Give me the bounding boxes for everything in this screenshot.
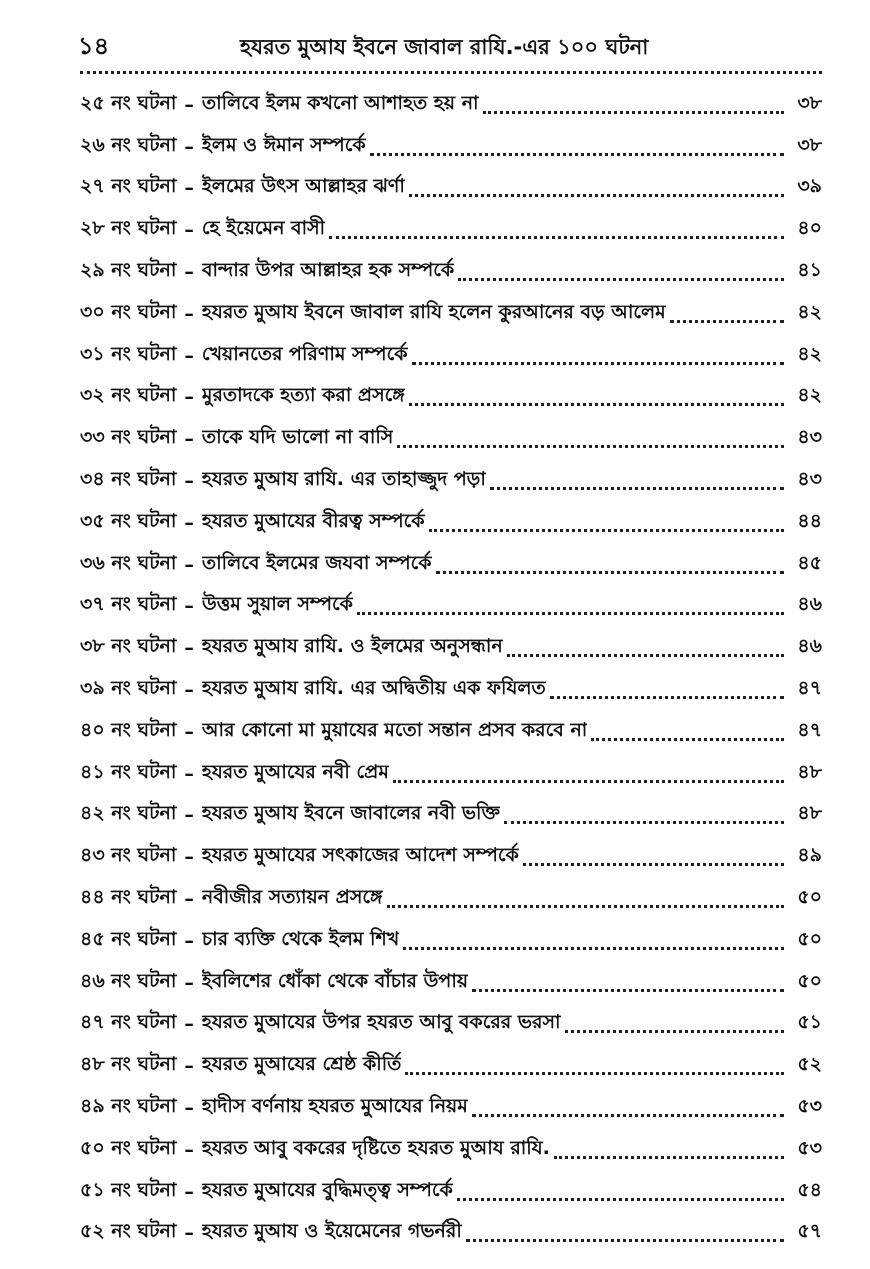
toc-entry bbox=[80, 1004, 822, 1046]
entry-dash: – bbox=[184, 846, 194, 869]
entry-title: হযরত আবু বকরের দৃষ্টিতে হযরত মুআয রাযি. bbox=[201, 1136, 550, 1159]
toc-entry bbox=[80, 251, 822, 293]
entry-dash: – bbox=[184, 929, 194, 952]
toc-entry bbox=[80, 962, 822, 1004]
dot-leader bbox=[466, 1239, 784, 1242]
toc-entry bbox=[80, 795, 822, 837]
entry-title: মুরতাদকে হত্যা করা প্রসঙ্গে bbox=[201, 384, 405, 407]
entry-page: ৪৭ bbox=[797, 677, 822, 700]
dot-leader bbox=[472, 989, 784, 992]
dot-leader bbox=[458, 278, 784, 281]
entry-title: আর কোনো মা মুয়াযের মতো সন্তান প্রসব করবে না bbox=[201, 718, 588, 741]
entry-page: ৪৬ bbox=[797, 593, 822, 616]
dot-leader bbox=[591, 738, 784, 741]
entry-title: ইলম ও ঈমান সম্পর্কে bbox=[201, 133, 366, 156]
toc-entry bbox=[80, 126, 822, 168]
entry-title: হযরত মুআয রাযি. ও ইলমের অনুসন্ধান bbox=[201, 635, 503, 658]
entry-title: হযরত মুআযের বুদ্ধিমত্ত্ব সম্পর্কে bbox=[201, 1178, 453, 1201]
dot-leader bbox=[409, 194, 784, 197]
entry-page: ৪৬ bbox=[797, 635, 822, 658]
toc-entry bbox=[80, 502, 822, 544]
entry-number: ৩৬ নং ঘটনা bbox=[80, 551, 177, 574]
entry-page: ৫৩ bbox=[797, 1136, 822, 1159]
entry-dash: – bbox=[184, 679, 194, 702]
entry-number: ৪৬ নং ঘটনা bbox=[80, 969, 177, 992]
dot-leader bbox=[504, 821, 784, 824]
entry-number: ৩১ নং ঘটনা bbox=[80, 342, 177, 365]
entry-dash: – bbox=[184, 1055, 194, 1078]
entry-title: খেয়ানতের পরিণাম সম্পর্কে bbox=[201, 342, 408, 365]
entry-dash: – bbox=[184, 1138, 194, 1161]
entry-number: ৪৮ নং ঘটনা bbox=[80, 1053, 177, 1076]
header-dotted-rule bbox=[80, 71, 822, 74]
toc-entry bbox=[80, 1087, 822, 1129]
entry-title: হযরত মুআযের নবী প্রেম bbox=[201, 760, 389, 783]
entry-page: ৫৪ bbox=[797, 1178, 822, 1201]
entry-title: ইবলিশের ধোঁকা থেকে বাঁচার উপায় bbox=[201, 969, 469, 992]
toc-entry bbox=[80, 418, 822, 460]
entry-number: ৫১ নং ঘটনা bbox=[80, 1178, 177, 1201]
dot-leader bbox=[329, 236, 784, 239]
entry-title: হযরত মুআযের বীরত্ব সম্পর্কে bbox=[201, 509, 425, 532]
entry-number: ৩২ নং ঘটনা bbox=[80, 384, 177, 407]
entry-dash: – bbox=[184, 219, 194, 242]
entry-title: হযরত মুআয রাযি. এর তাহাজ্জুদ পড়া bbox=[201, 468, 486, 491]
entry-number: ৩৩ নং ঘটনা bbox=[80, 426, 177, 449]
entry-page: ৪৭ bbox=[797, 718, 822, 741]
entry-number: ৩০ নং ঘটনা bbox=[80, 300, 177, 323]
entry-title: উত্তম সুয়াল সম্পর্কে bbox=[201, 593, 353, 616]
toc-entry bbox=[80, 1171, 822, 1213]
entry-number: ৪৩ নং ঘটনা bbox=[80, 844, 177, 867]
entry-title: বান্দার উপর আল্লাহর হক সম্পর্কে bbox=[201, 259, 455, 282]
entry-page: ৫৩ bbox=[797, 1095, 822, 1118]
dot-leader bbox=[429, 529, 784, 532]
entry-number: ২৬ নং ঘটনা bbox=[80, 133, 177, 156]
running-title: হযরত মুআয ইবনে জাবাল রাযি.-এর ১০০ ঘটনা bbox=[240, 35, 649, 59]
toc-entry bbox=[80, 627, 822, 669]
entry-page: ৪৩ bbox=[797, 468, 822, 491]
page-header bbox=[78, 28, 822, 68]
entry-dash: – bbox=[184, 386, 194, 409]
entry-page: ৫১ bbox=[797, 1011, 822, 1034]
toc-entry bbox=[80, 544, 822, 586]
entry-page: ৪৫ bbox=[797, 551, 822, 574]
entry-title: তালিবে ইলমের জযবা সম্পর্কে bbox=[201, 551, 432, 574]
entry-page: ৫০ bbox=[797, 886, 822, 909]
entry-page: ৫০ bbox=[797, 927, 822, 950]
dot-leader bbox=[472, 1114, 784, 1117]
entry-number: ৩৯ নং ঘটনা bbox=[80, 677, 177, 700]
entry-dash: – bbox=[184, 1222, 194, 1245]
entry-dash: – bbox=[184, 1097, 194, 1120]
entry-dash: – bbox=[184, 302, 194, 325]
entry-number: ৩৮ নং ঘটনা bbox=[80, 635, 177, 658]
dot-leader bbox=[403, 947, 784, 950]
entry-number: ৫২ নং ঘটনা bbox=[80, 1220, 177, 1243]
entry-dash: – bbox=[184, 637, 194, 660]
entry-title: হযরত মুআয রাযি. এর অদ্বিতীয় এক ফযিলত bbox=[201, 677, 546, 700]
entry-number: ৩৫ নং ঘটনা bbox=[80, 509, 177, 532]
toc-entry bbox=[80, 711, 822, 753]
toc-entry bbox=[80, 1045, 822, 1087]
entry-page: ৪৮ bbox=[797, 802, 822, 825]
entry-dash: – bbox=[184, 971, 194, 994]
entry-number: ৩৪ নং ঘটনা bbox=[80, 468, 177, 491]
entry-page: ৩৯ bbox=[797, 175, 822, 198]
entry-title: ইলমের উৎস আল্লাহর ঝর্ণা bbox=[201, 175, 405, 198]
entry-number: ৪৭ নং ঘটনা bbox=[80, 1011, 177, 1034]
dot-leader bbox=[393, 780, 784, 783]
entry-page: ৪৪ bbox=[797, 509, 822, 532]
entry-number: ৪৯ নং ঘটনা bbox=[80, 1095, 177, 1118]
entry-dash: – bbox=[184, 720, 194, 743]
entry-page: ৩৮ bbox=[797, 133, 822, 156]
entry-number: ৪০ নং ঘটনা bbox=[80, 718, 177, 741]
entry-title: তাকে যদি ভালো না বাসি bbox=[201, 426, 394, 449]
entry-page: ৪৯ bbox=[797, 844, 822, 867]
entry-number: ২৮ নং ঘটনা bbox=[80, 217, 177, 240]
entry-title: হযরত মুআয ইবনে জাবালের নবী ভক্তি bbox=[201, 802, 500, 825]
entry-page: ৪২ bbox=[797, 300, 822, 323]
dot-leader bbox=[412, 362, 784, 365]
dot-leader bbox=[550, 696, 784, 699]
toc-entry bbox=[80, 335, 822, 377]
entry-page: ৪২ bbox=[797, 342, 822, 365]
entry-number: ২৫ নং ঘটনা bbox=[80, 91, 177, 114]
toc-entry bbox=[80, 753, 822, 795]
entry-page: ৪১ bbox=[797, 259, 822, 282]
entry-page: ৩৮ bbox=[797, 91, 822, 114]
dot-leader bbox=[565, 1030, 784, 1033]
toc-entry bbox=[80, 293, 822, 335]
entry-title: হযরত মুআযের উপর হযরত আবু বকরের ভরসা bbox=[201, 1011, 561, 1034]
toc-entry bbox=[80, 84, 822, 126]
entry-number: ২৯ নং ঘটনা bbox=[80, 259, 177, 282]
entry-dash: – bbox=[184, 470, 194, 493]
entry-number: ৩৭ নং ঘটনা bbox=[80, 593, 177, 616]
entry-number: ৪৫ নং ঘটনা bbox=[80, 927, 177, 950]
dot-leader bbox=[483, 111, 784, 114]
entry-dash: – bbox=[184, 888, 194, 911]
dot-leader bbox=[405, 1072, 784, 1075]
entry-number: ৫০ নং ঘটনা bbox=[80, 1136, 177, 1159]
entry-number: ৪১ নং ঘটনা bbox=[80, 760, 177, 783]
entry-title: হাদীস বর্ণনায় হযরত মুআযের নিয়ম bbox=[201, 1095, 468, 1118]
entry-dash: – bbox=[184, 135, 194, 158]
entry-title: তালিবে ইলম কখনো আশাহত হয় না bbox=[201, 91, 479, 114]
entry-dash: – bbox=[184, 1180, 194, 1203]
entry-page: ৫০ bbox=[797, 969, 822, 992]
entry-number: ৪২ নং ঘটনা bbox=[80, 802, 177, 825]
dot-leader bbox=[490, 487, 784, 490]
entry-page: ৪০ bbox=[797, 217, 822, 240]
entry-title: হযরত মুআয ইবনে জাবাল রাযি হলেন কুরআনের বড় আলেম bbox=[201, 300, 666, 323]
entry-dash: – bbox=[184, 553, 194, 576]
dot-leader bbox=[387, 905, 784, 908]
entry-dash: – bbox=[184, 595, 194, 618]
entry-page: ৫৭ bbox=[797, 1220, 822, 1243]
entry-dash: – bbox=[184, 177, 194, 200]
toc-entry bbox=[80, 209, 822, 251]
entry-dash: – bbox=[184, 1013, 194, 1036]
dot-leader bbox=[397, 445, 784, 448]
entry-title: হযরত মুআযের সৎকাজের আদেশ সম্পর্কে bbox=[201, 844, 519, 867]
dot-leader bbox=[554, 1156, 784, 1159]
dot-leader bbox=[436, 571, 784, 574]
entry-title: হযরত মুআযের শ্রেষ্ঠ কীর্তি bbox=[201, 1053, 402, 1076]
entry-page: ৪৩ bbox=[797, 426, 822, 449]
toc-entry bbox=[80, 836, 822, 878]
dot-leader bbox=[409, 403, 784, 406]
entry-page: ৪৮ bbox=[797, 760, 822, 783]
dot-leader bbox=[523, 863, 784, 866]
dot-leader bbox=[357, 612, 784, 615]
toc-entry bbox=[80, 669, 822, 711]
dot-leader bbox=[670, 320, 784, 323]
entry-title: হযরত মুআয ও ইয়েমেনের গভর্নরী bbox=[201, 1220, 462, 1243]
toc-entry bbox=[80, 1213, 822, 1255]
entry-dash: – bbox=[184, 344, 194, 367]
entry-dash: – bbox=[184, 428, 194, 451]
dot-leader bbox=[370, 153, 784, 156]
entry-title: নবীজীর সত্যায়ন প্রসঙ্গে bbox=[201, 886, 383, 909]
toc-entry bbox=[80, 1129, 822, 1171]
entry-dash: – bbox=[184, 804, 194, 827]
entry-dash: – bbox=[184, 261, 194, 284]
toc-entry bbox=[80, 377, 822, 419]
entry-page: ৫২ bbox=[797, 1053, 822, 1076]
table-of-contents bbox=[80, 84, 822, 1254]
entry-title: হে ইয়েমেন বাসী bbox=[201, 217, 326, 240]
entry-number: ২৭ নং ঘটনা bbox=[80, 175, 177, 198]
page-number: ১৪ bbox=[78, 32, 110, 60]
toc-entry bbox=[80, 878, 822, 920]
toc-entry bbox=[80, 586, 822, 628]
entry-page: ৪২ bbox=[797, 384, 822, 407]
toc-entry bbox=[80, 168, 822, 210]
entry-number: ৪৪ নং ঘটনা bbox=[80, 886, 177, 909]
toc-entry bbox=[80, 920, 822, 962]
entry-dash: – bbox=[184, 93, 194, 116]
entry-dash: – bbox=[184, 762, 194, 785]
entry-title: চার ব্যক্তি থেকে ইলম শিখ bbox=[201, 927, 400, 950]
entry-dash: – bbox=[184, 511, 194, 534]
dot-leader bbox=[507, 654, 784, 657]
dot-leader bbox=[457, 1198, 784, 1201]
toc-entry bbox=[80, 460, 822, 502]
